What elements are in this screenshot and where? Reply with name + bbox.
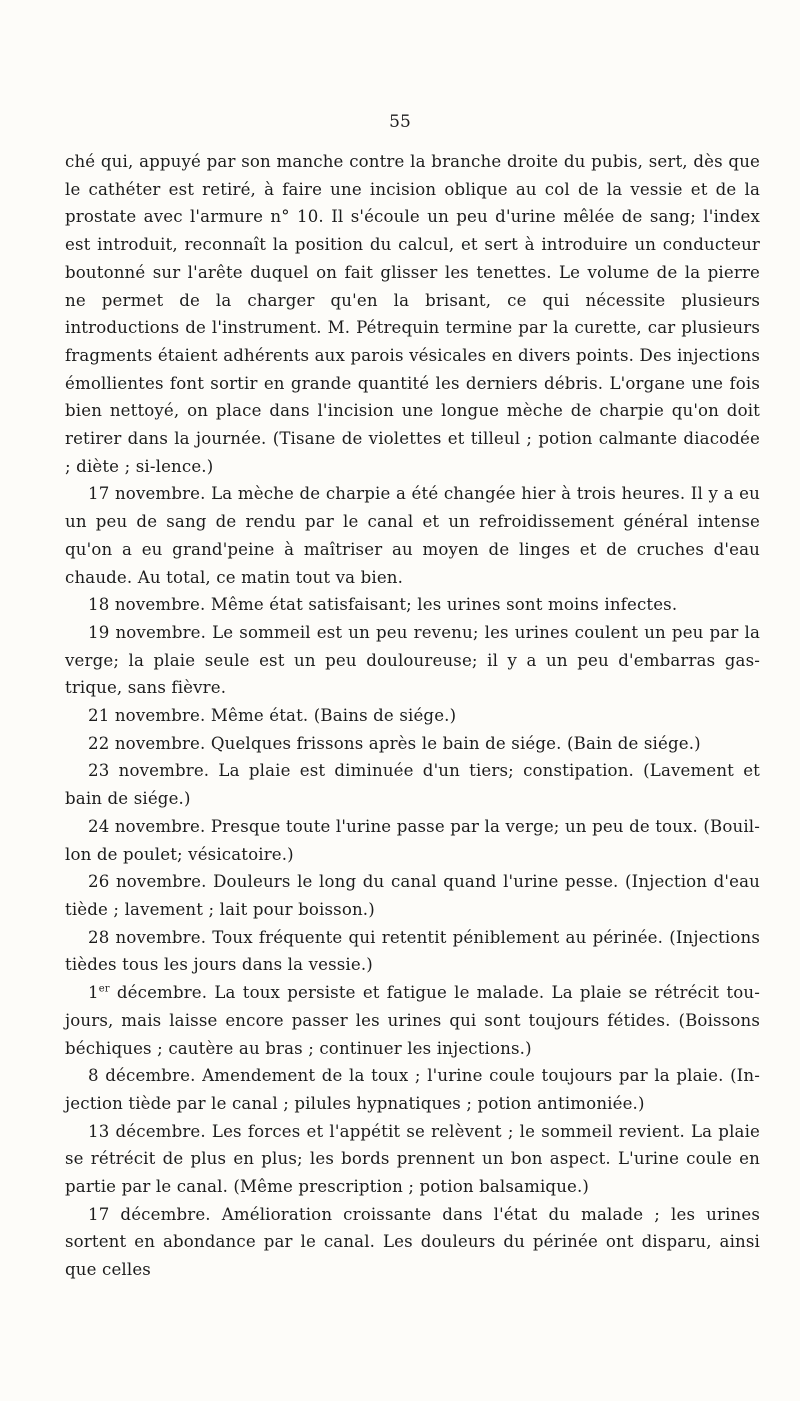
- entry-28-novembre: 28 novembre. Toux fréquente qui retentit péniblement au périnée. (Injections tièdes tous les jours dans la vessie.): [65, 927, 760, 975]
- entry-1er-decembre: 1er décembre. La toux persiste et fatigue le malade. La plaie se rétrécit tou-jours, mais laisse encore passer les urines qui sont toujours fétides. (Boissons béchiques ; cautère au bras ; continuer les injections.): [65, 983, 760, 1058]
- entry-17-novembre: 17 novembre. La mèche de charpie a été changée hier à trois heures. Il y a eu un peu de sang de rendu par le canal et un refroidissement général intense qu'on a eu grand'peine à maîtriser au moyen de linges et de cruches d'eau chaude. Au total, ce matin tout va bien.: [65, 484, 760, 587]
- entry-24-novembre: 24 novembre. Presque toute l'urine passe par la verge; un peu de toux. (Bouil-lon de poulet; vésicatoire.): [65, 816, 761, 864]
- entry-8-decembre: 8 décembre. Amendement de la toux ; l'urine coule toujours par la plaie. (In-jection tiède par le canal ; pilules hypnatiques ; potion antimoniée.): [65, 1066, 760, 1113]
- entry-23-novembre: 23 novembre. La plaie est diminuée d'un tiers; constipation. (Lavement et bain de siége.): [65, 761, 760, 809]
- entry-13-decembre: 13 décembre. Les forces et l'appétit se relèvent ; le sommeil revient. La plaie se rétrécit de plus en plus; les bords prennent un bon aspect. L'urine coule en partie par le canal. (Même prescription ; potion balsamique.): [65, 1121, 760, 1197]
- page-number: 55: [389, 112, 411, 132]
- entry-17-decembre: 17 décembre. Amélioration croissante dans l'état du malade ; les urines sortent en abondance par le canal. Les douleurs du périnée ont disparu, ainsi que celles: [65, 1204, 760, 1280]
- entry-22-novembre: 22 novembre. Quelques frissons après le bain de siége. (Bain de siége.): [88, 733, 701, 753]
- body-text: [65, 148, 760, 1284]
- entry-26-novembre: 26 novembre. Douleurs le long du canal quand l'urine pesse. (Injection d'eau tiède ; lavement ; lait pour boisson.): [65, 872, 760, 919]
- entry-18-novembre: 18 novembre. Même état satisfaisant; les urines sont moins infectes.: [88, 595, 678, 615]
- entry-19-novembre: 19 novembre. Le sommeil est un peu revenu; les urines coulent un peu par la verge; la plaie seule est un peu douloureuse; il y a un peu d'embarras gas-trique, sans fièvre.: [65, 622, 760, 698]
- paragraph-continuation: ché qui, appuyé par son manche contre la branche droite du pubis, sert, dès que le cathéter est retiré, à faire une incision oblique au col de la vessie et de la prostate avec l'armure n° 10. Il s'écoule un peu d'urine mêlée de sang; l'index est introduit, reconnaît la position du calcul, et sert à introduire un conducteur boutonné sur l'arête duquel on fait glisser les tenettes. Le volume de la pierre ne permet de la charger qu'en la brisant, ce qui nécessite plusieurs introductions de l'instrument. M. Pétrequin termine par la curette, car plusieurs fragments étaient adhérents aux parois vésicales en divers points. Des injections émollientes font sortir en grande quantité les derniers débris. L'organe une fois bien nettoyé, on place dans l'incision une longue mèche de charpie qu'on doit retirer dans la journée. (Tisane de violettes et tilleul ; potion calmante diacodée ; diète ; si-lence.): [65, 152, 760, 476]
- entry-21-novembre: 21 novembre. Même état. (Bains de siége.): [88, 706, 457, 726]
